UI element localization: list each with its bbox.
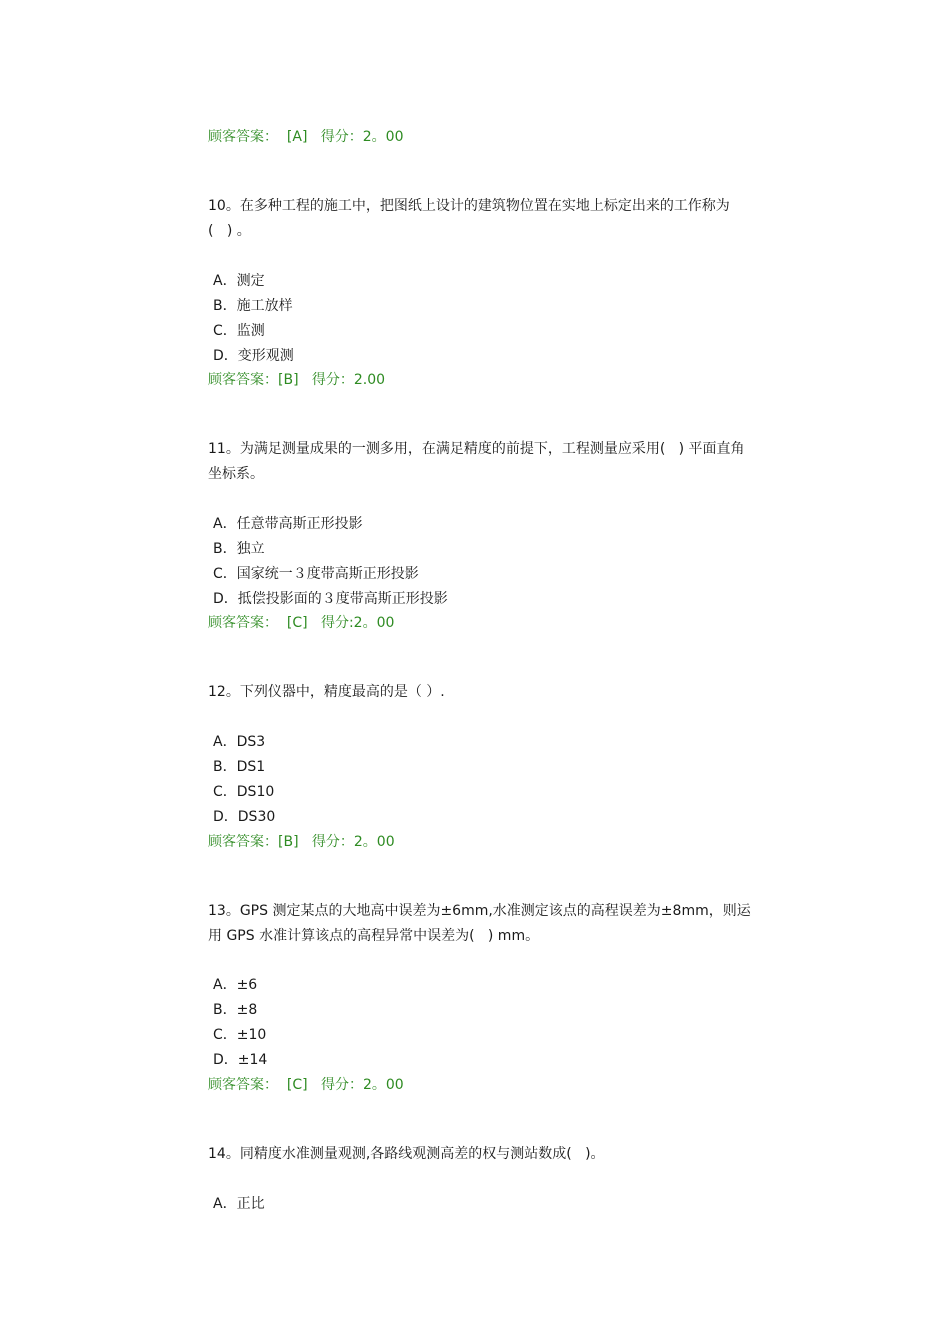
question-12-option-b: B．DS1 (213, 759, 266, 775)
question-10-option-d: D．变形观测 (213, 348, 294, 364)
question-14-option-a: A．正比 (213, 1196, 265, 1212)
question-13-option-d: D．±14 (213, 1052, 268, 1068)
question-11-option-a: A．任意带高斯正形投影 (213, 516, 363, 532)
question-10-option-a: A．测定 (213, 273, 265, 289)
answer-line: 顾客答案： [A] 得分：2。00 (208, 129, 404, 145)
question-13-text-line1: 13。GPS 测定某点的大地高中误差为±6mm,水准测定该点的高程误差为±8mm，则运 (208, 903, 751, 919)
question-11-answer: 顾客答案： [C] 得分:2。00 (208, 615, 395, 631)
question-13-option-c: C．±10 (213, 1027, 267, 1043)
question-12-option-c: C．DS10 (213, 784, 275, 800)
question-10-answer: 顾客答案：[B] 得分：2.00 (208, 372, 386, 388)
question-10-text-line1: 10。在多种工程的施工中，把图纸上设计的建筑物位置在实地上标定出来的工作称为 (208, 198, 730, 214)
question-11-option-d: D．抵偿投影面的３度带高斯正形投影 (213, 591, 448, 607)
question-11-text-line2: 坐标系。 (208, 466, 264, 482)
question-11-option-c: C．国家统一３度带高斯正形投影 (213, 566, 419, 582)
question-13-text-line2: 用 GPS 水准计算该点的高程异常中误差为( ) mm。 (208, 928, 540, 944)
question-13-option-b: B．±8 (213, 1002, 258, 1018)
question-10-text-line2: ( ) 。 (208, 223, 251, 239)
question-10-option-b: B．施工放样 (213, 298, 293, 314)
question-14-text-line1: 14。同精度水准测量观测,各路线观测高差的权与测站数成( )。 (208, 1146, 605, 1162)
question-10-option-c: C．监测 (213, 323, 265, 339)
question-11-option-b: B．独立 (213, 541, 265, 557)
question-11-text-line1: 11。为满足测量成果的一测多用，在满足精度的前提下，工程测量应采用( ) 平面直角 (208, 441, 745, 457)
question-12-option-d: D．DS30 (213, 809, 276, 825)
question-12-answer: 顾客答案：[B] 得分：2。00 (208, 834, 395, 850)
question-13-option-a: A．±6 (213, 977, 258, 993)
question-12-option-a: A．DS3 (213, 734, 266, 750)
question-12-text-line1: 12。下列仪器中，精度最高的是（ ）. (208, 684, 445, 700)
question-13-answer: 顾客答案： [C] 得分：2。00 (208, 1077, 404, 1093)
